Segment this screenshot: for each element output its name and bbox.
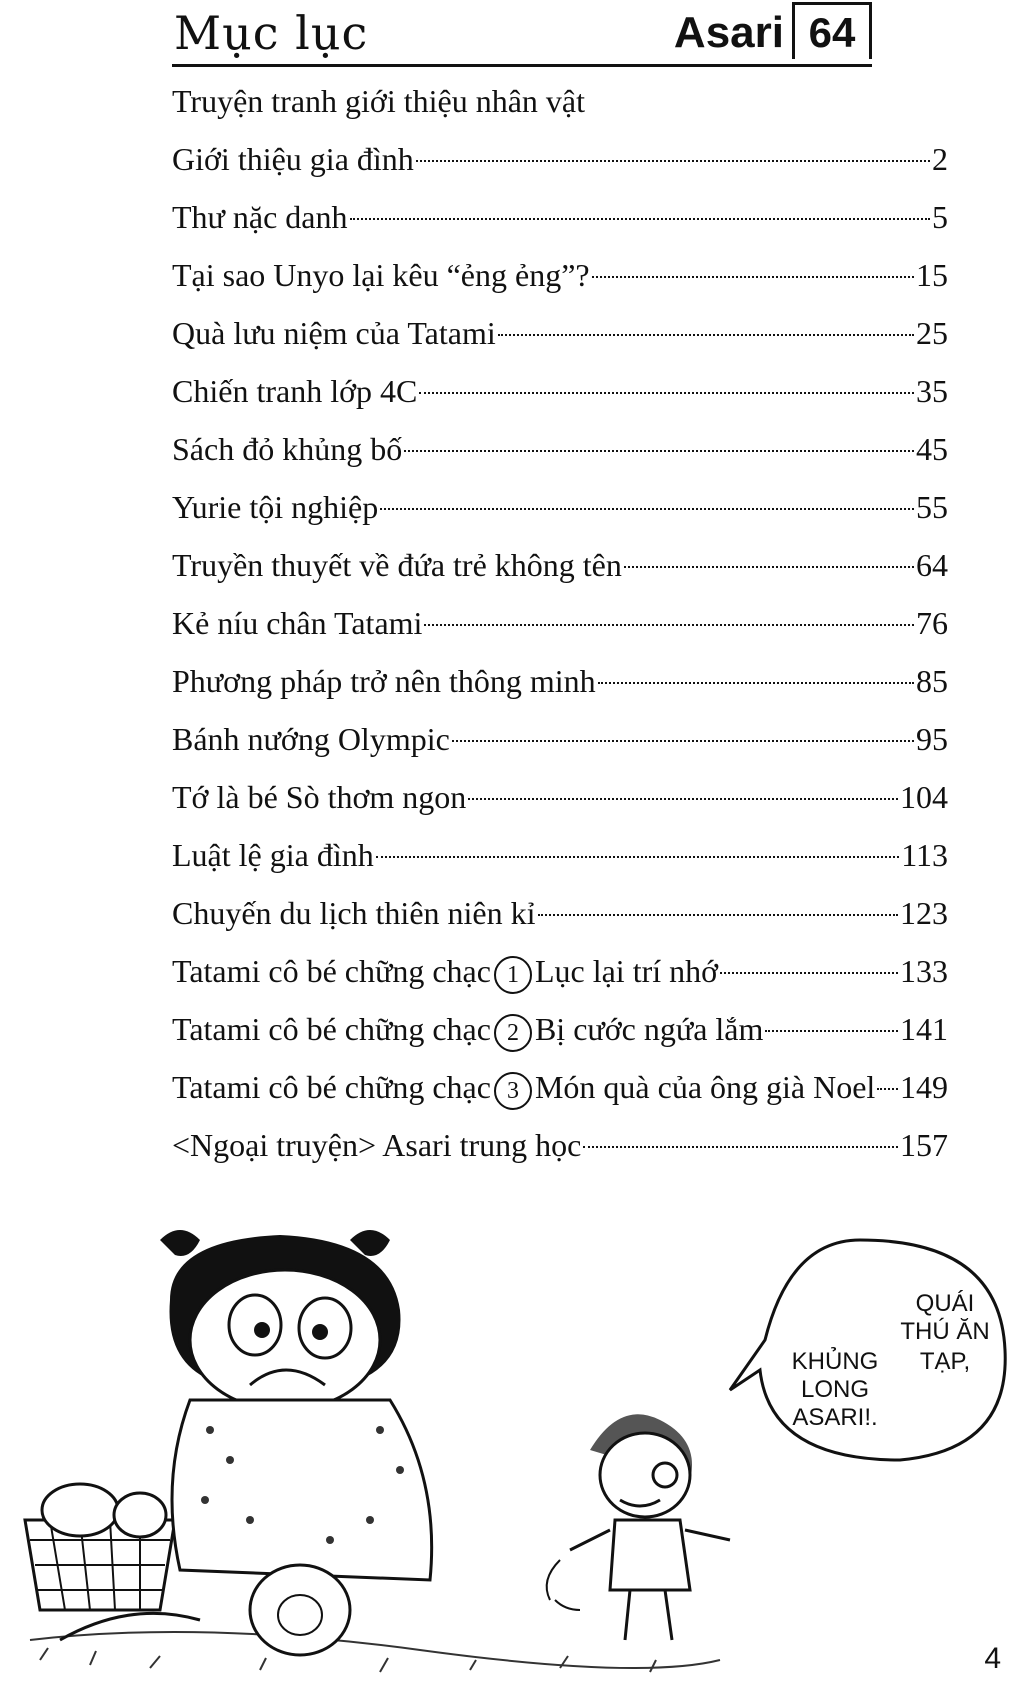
- toc-entry-label: [172, 942, 718, 1000]
- bubble-line: KHỦNG: [791, 1348, 879, 1375]
- speech-bubble-text: [905, 1348, 985, 1376]
- toc-entry-page: 35: [916, 373, 948, 409]
- toc-entry-page: 15: [916, 257, 948, 293]
- toc-entry[interactable]: [172, 362, 948, 420]
- illustration-drawing: [0, 1220, 1015, 1680]
- dot-leader: [624, 566, 914, 568]
- toc-entry-label: Quà lưu niệm của Tatami: [172, 315, 496, 351]
- dot-leader: [877, 1088, 898, 1090]
- toc-entry-label: [172, 1058, 875, 1116]
- basket-icon: [25, 1484, 175, 1610]
- toc-entry-page: 5: [932, 199, 948, 235]
- dot-leader: [468, 798, 898, 800]
- bubble-line: LONG: [800, 1376, 869, 1403]
- toc-entry-label: Yurie tội nghiệp: [172, 489, 379, 525]
- bubble-line: THÚ ĂN: [900, 1318, 990, 1345]
- toc-entry[interactable]: [172, 826, 948, 884]
- toc-entry-page: 123: [900, 895, 948, 931]
- dot-leader: [404, 450, 914, 452]
- toc-extra-entry[interactable]: [172, 1116, 948, 1174]
- dot-leader: [416, 160, 930, 162]
- toc-entry-page: 113: [901, 837, 948, 873]
- dot-leader: [424, 624, 914, 626]
- dot-leader: [376, 856, 899, 858]
- toc-entry-page: 104: [900, 779, 948, 815]
- speech-bubble-text: [895, 1290, 995, 1346]
- toc-entry[interactable]: [172, 652, 948, 710]
- toc-entry-label: Kẻ níu chân Tatami: [172, 605, 423, 641]
- toc-entry-label: Bánh nướng Olympic: [172, 721, 450, 757]
- volume-number: 64: [792, 2, 872, 59]
- dot-leader: [452, 740, 914, 742]
- dot-leader: [720, 972, 898, 974]
- toc-entry-page: 25: [916, 315, 948, 351]
- series-item-label: Món quà của ông già Noel: [534, 1069, 876, 1105]
- toc-entry[interactable]: [172, 536, 948, 594]
- dot-leader: [583, 1146, 898, 1148]
- volume-name: Asari: [673, 8, 784, 57]
- toc-entry-page: 55: [916, 489, 948, 525]
- dot-leader: [498, 334, 914, 336]
- toc-entry-page: 95: [916, 721, 948, 757]
- bubble-line: TẠP,: [919, 1348, 971, 1375]
- dot-leader: [598, 682, 914, 684]
- toc-entry-page: 64: [916, 547, 948, 583]
- toc-entry-label: Chuyến du lịch thiên niên kỉ: [172, 895, 536, 931]
- toc-entry-label: Sách đỏ khủng bố: [172, 431, 403, 467]
- toc-entry[interactable]: [172, 246, 948, 304]
- toc-entry-page: 2: [932, 141, 948, 177]
- series-prefix: Tatami cô bé chững chạc: [172, 1011, 491, 1047]
- toc-entry-label: Tại sao Unyo lại kêu “ẻng ẻng”?: [172, 257, 590, 293]
- series-item-label: Bị cước ngứa lắm: [534, 1011, 764, 1047]
- toc-entry[interactable]: [172, 768, 948, 826]
- toc-series-entry[interactable]: [172, 1058, 948, 1116]
- toc-entry-page: 133: [900, 953, 948, 989]
- toc-entry[interactable]: [172, 420, 948, 478]
- toc-entry-page: 76: [916, 605, 948, 641]
- toc-entry-label: Tớ là bé Sò thơm ngon: [172, 779, 467, 815]
- toc-entry-page: 85: [916, 663, 948, 699]
- toc-entry-label: Thư nặc danh: [172, 199, 348, 235]
- toc-entry[interactable]: [172, 188, 948, 246]
- bubble-line: ASARI!.: [792, 1404, 878, 1431]
- toc-entry-label: Chiến tranh lớp 4C: [172, 373, 418, 409]
- toc-entry[interactable]: [172, 884, 948, 942]
- series-prefix: Tatami cô bé chững chạc: [172, 1069, 491, 1105]
- series-prefix: Tatami cô bé chững chạc: [172, 953, 491, 989]
- circled-number: 2: [494, 1014, 532, 1052]
- toc-entry-page: 157: [900, 1127, 948, 1163]
- toc-entry[interactable]: [172, 304, 948, 362]
- toc-entry-label: [172, 1000, 763, 1058]
- asari-character-icon: [547, 1414, 730, 1640]
- dot-leader: [419, 392, 914, 394]
- toc-entry-label: Luật lệ gia đình: [172, 837, 374, 873]
- manga-illustration: [0, 1220, 1015, 1680]
- toc-entry-page: 45: [916, 431, 948, 467]
- page-header: [172, 0, 872, 67]
- toc-series-entry[interactable]: [172, 942, 948, 1000]
- series-item-label: Lục lại trí nhớ: [534, 953, 719, 989]
- toc-entry-page: 149: [900, 1069, 948, 1105]
- circled-number: 3: [494, 1072, 532, 1110]
- toc-entry-label: <Ngoại truyện> Asari trung học: [172, 1127, 582, 1163]
- toc-entry-label: Phương pháp trở nên thông minh: [172, 663, 596, 699]
- circled-number: 1: [494, 956, 532, 994]
- table-of-contents: [172, 72, 948, 1174]
- toc-subtitle: Truyện tranh giới thiệu nhân vật: [172, 83, 586, 119]
- dot-leader: [765, 1030, 898, 1032]
- dot-leader: [380, 508, 914, 510]
- toc-entry[interactable]: [172, 478, 948, 536]
- toc-series-entry[interactable]: [172, 1000, 948, 1058]
- toc-entry-label: Giới thiệu gia đình: [172, 141, 414, 177]
- bubble-line: QUÁI: [915, 1290, 975, 1317]
- toc-entry[interactable]: [172, 130, 948, 188]
- page-title: Mục lục: [174, 6, 369, 60]
- toc-entry[interactable]: [172, 710, 948, 768]
- speech-bubble-text: [780, 1348, 890, 1432]
- page-number: 4: [984, 1642, 1001, 1675]
- toc-entry[interactable]: [172, 594, 948, 652]
- dot-leader: [538, 914, 899, 916]
- toc-entry-label: Truyền thuyết về đứa trẻ không tên: [172, 547, 622, 583]
- toc-entry-page: 141: [900, 1011, 948, 1047]
- dot-leader: [350, 218, 931, 220]
- dot-leader: [592, 276, 914, 278]
